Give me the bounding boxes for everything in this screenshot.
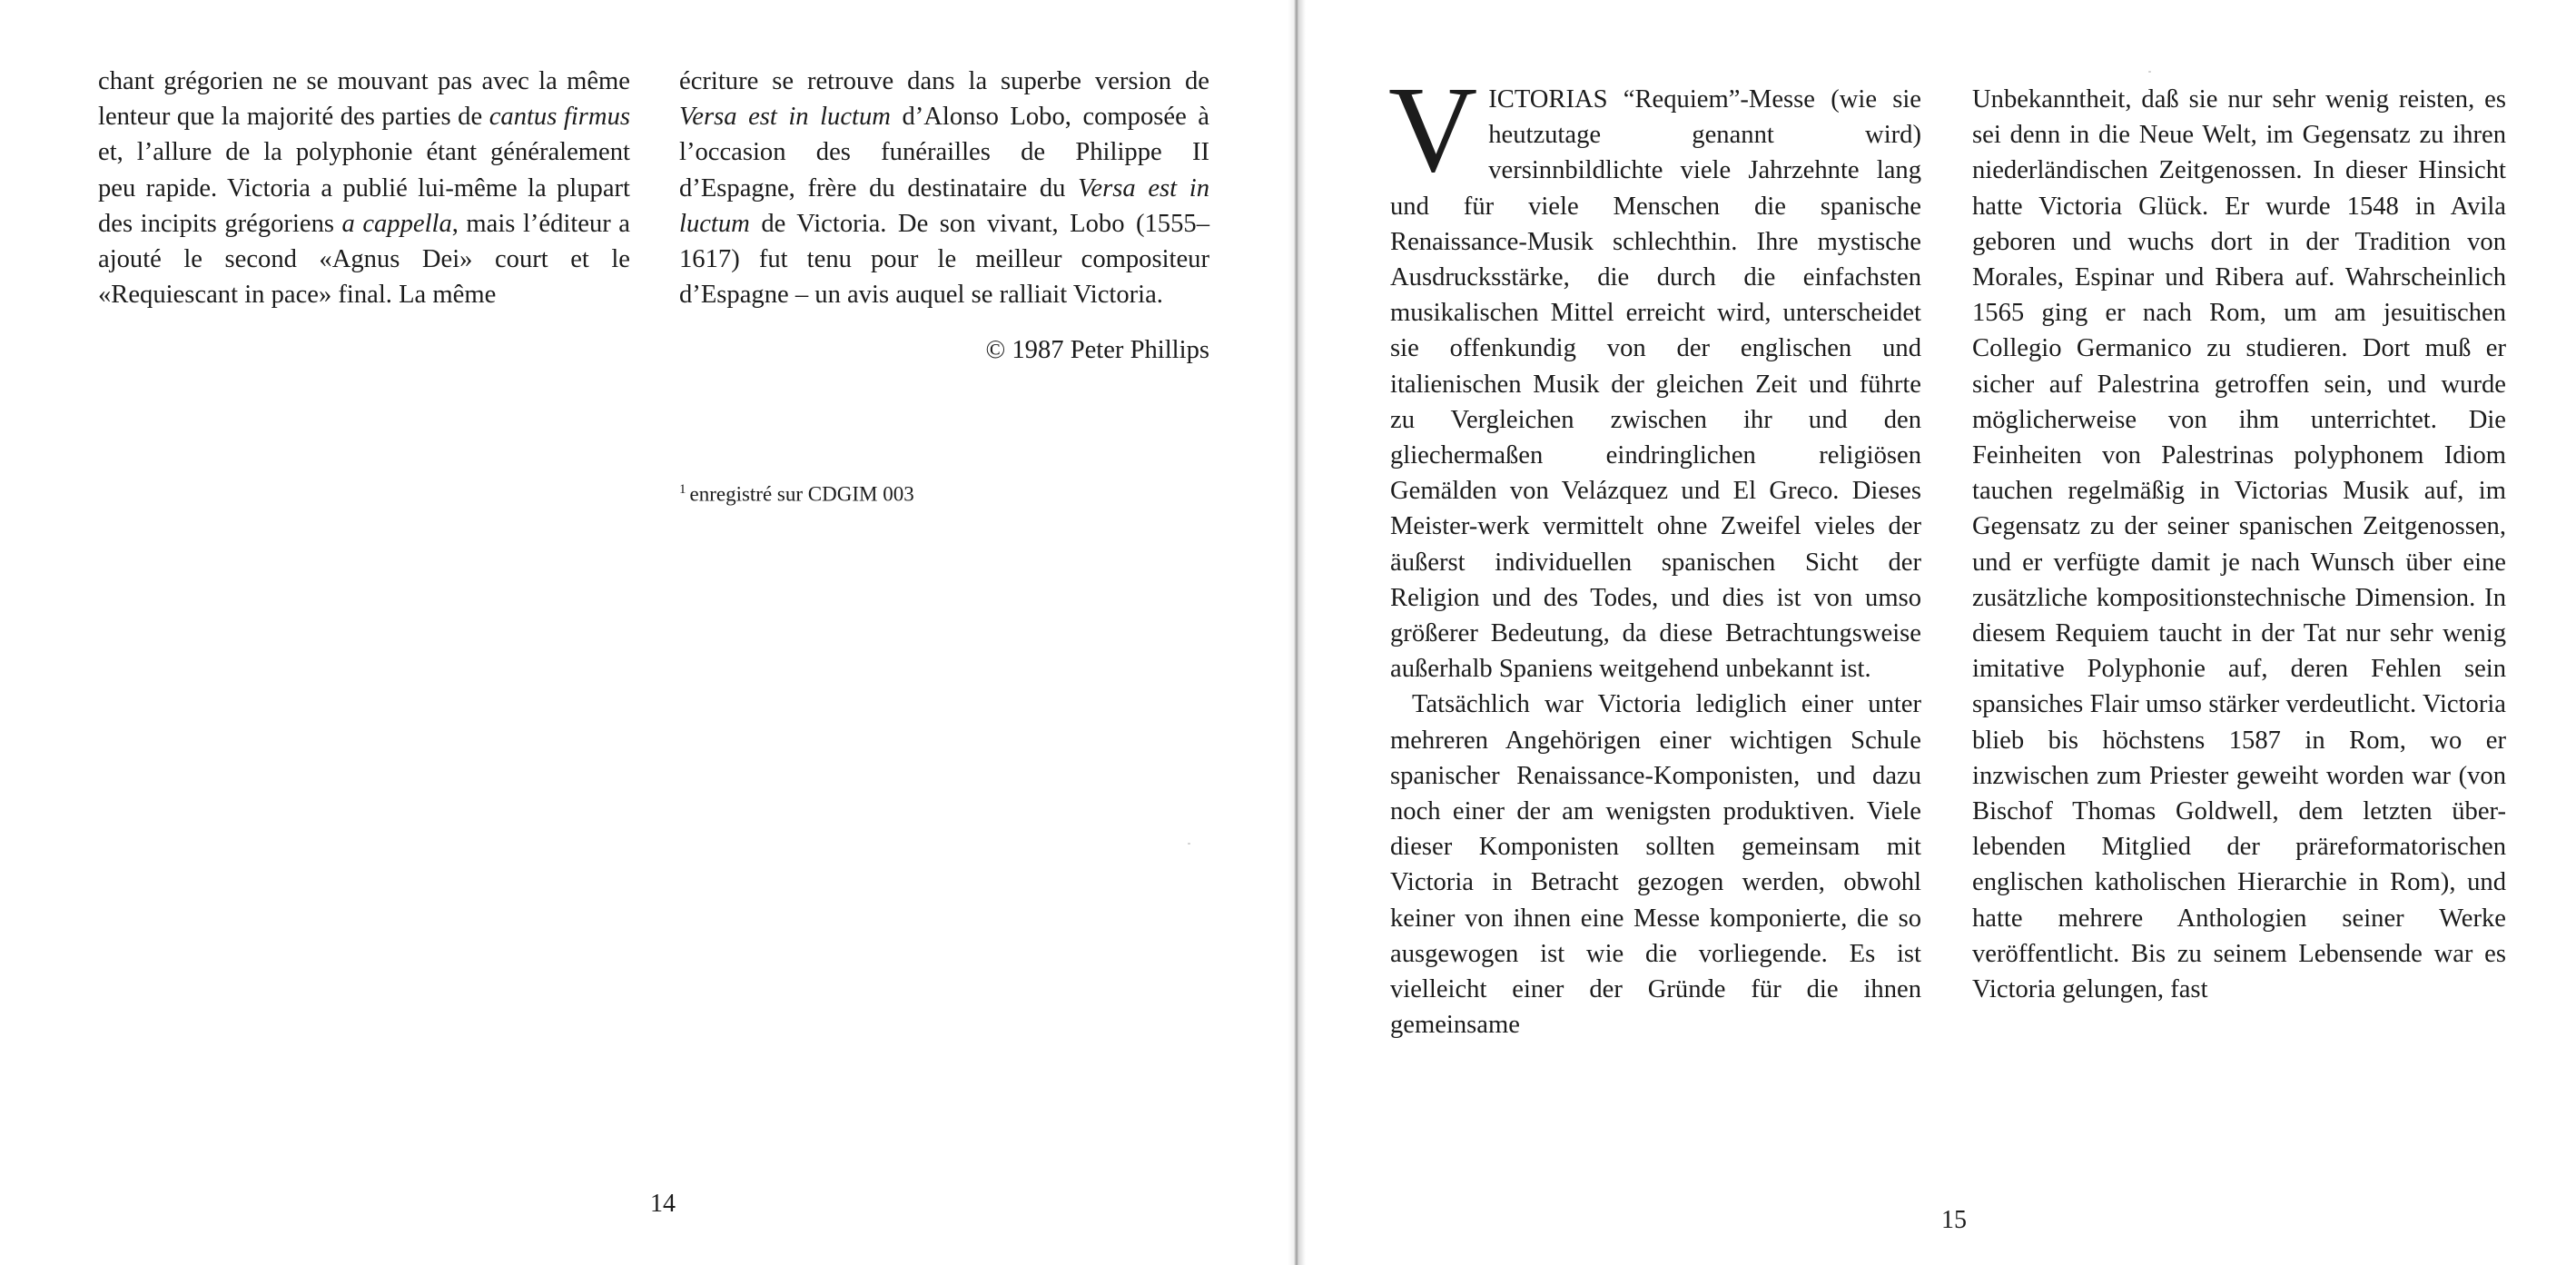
- italic-term-a-cappella: a cappella: [341, 209, 452, 238]
- footnote: [679, 476, 1209, 509]
- text-segment: , mais l’éditeur a ajouté le second «Agnus Dei» court et le «Requiescant in pace» final. La même: [98, 209, 630, 310]
- page-number-right: 15: [1941, 1206, 1967, 1234]
- paper-speck: [1188, 843, 1190, 845]
- page-number-left: 14: [650, 1190, 676, 1218]
- drop-cap: V: [1388, 62, 1478, 198]
- left-page-column-1: [98, 64, 630, 312]
- text-segment: écriture se retrouve dans la superbe version de: [679, 67, 1209, 95]
- footnote-text: enregistré sur CDGIM 003: [689, 482, 914, 506]
- german-paragraph-1: [1388, 62, 1921, 687]
- copyright-credit: © 1987 Peter Phillips: [985, 336, 1209, 365]
- german-paragraph-3: Unbekanntheit, daß sie nur sehr wenig reisten, es sei denn in die Neue Welt, im Gegensatz zu ihren niederländischen Zeitgenossen. In dieser Hinsicht hatte Victoria Glück. Er wurde 1548 in Avila geboren und wuchs dort in der Tradition von Morales, Espinar und Ribera auf. Wahrscheinlich 1565 ging er nach Rom, um am jesuitischen Collegio Germanico zu studieren. Dort muß er sicher auf Palestrina getroffen sein, und wurde möglicherweise von ihm unterrichtet. Die Feinheiten von Palestrinas polyphonem Idiom tauchen regelmäßig in Victorias Musik auf, im Gegensatz zu der seiner spanischen Zeitgenossen, und er verfügte damit je nach Wunsch über eine zusätzliche kompositionstechnische Dimension. In diesem Requiem taucht in der Tat nur sehr wenig imitative Polyphonie auf, deren Fehlen sein spansiches Flair umso stärker verdeutlicht. Victoria blieb bis höchstens 1587 in Rom, wo er inzwischen zum Priester geweiht worden war (von Bischof Thomas Goldwell, dem letzten über-lebenden Mitglied der präreformatorischen englischen katholischen Hierarchie in Rom), und hatte mehrere Anthologien seiner Werke veröffentlicht. Bis zu seinem Lebensende war es Victoria gelungen, fast: [1972, 85, 2506, 1004]
- paper-speck: [2148, 71, 2151, 73]
- italic-title-versa-est-in-luctum: Versa est in luctum: [679, 103, 891, 132]
- text-segment: chant grégorien ne se mouvant pas avec la même lenteur que la majorité des parties de: [98, 67, 630, 132]
- paragraph-text: ICTORIAS “Requiem”-Messe (wie sie heutzutage genannt wird) versinnbildlichte viele Jahrzehnte lang und für viele Menschen die spanische Renaissance-Musik schlechthin. Ihre mystische Ausdrucksstärke, die durch die einfachsten musikalischen Mittel erreicht wird, unterscheidet sie offenkundig von der englischen und italienischen Musik der gleichen Zeit und führte zu Vergleichen zwischen ihr und den gliechermaßen eindringlichen religiösen Gemälden von Velázquez und El Greco. Dieses Meister-werk vermittelt ohne Zweifel vieles der äußerst individuellen spanischen Sicht der Religion und des Todes, und dies ist von umso größerer Bedeutung, da diese Betrachtungsweise außerhalb Spaniens weitgehend unbekannt ist.: [1390, 85, 1921, 684]
- italic-term-cantus-firmus: cantus firmus: [489, 103, 630, 132]
- text-segment: d’Alonso Lobo, composée à l’occasion des funérailles de Philippe II d’Espagne, frère du destinataire du: [679, 103, 1209, 203]
- french-paragraph-2: [679, 64, 1209, 312]
- german-paragraph-2: Tatsächlich war Victoria lediglich einer unter mehreren Angehörigen einer wichtigen Schule spanischer Renaissance-Komponisten, und dazu noch einer der am wenigsten produktiven. Viele dieser Komponisten sollten gemeinsam mit Victoria in Betracht gezogen werden, obwohl keiner von ihnen eine Messe komponierte, die so ausgewogen ist wie die vorliegende. Es ist vielleicht einer der Gründe für die ihnen gemeinsame: [1390, 690, 1921, 1040]
- footnote-mark: 1: [679, 482, 686, 497]
- french-paragraph-1: [98, 64, 630, 312]
- text-segment: et, l’allure de la polyphonie étant généralement peu rapide. Victoria a publié lui-même la plupart des incipits grégoriens: [98, 138, 630, 238]
- book-gutter: [1288, 0, 1306, 1265]
- text-segment: de Victoria. De son vivant, Lobo (1555–1617) fut tenu pour le meilleur compositeur d’Espagne – un avis auquel se ralliait Victoria.: [679, 209, 1209, 310]
- right-page-column-2: [1972, 82, 2506, 1007]
- italic-title-versa-est-in-luctum: Versa est in luctum: [679, 173, 1209, 238]
- left-page-column-2: [679, 64, 1209, 369]
- right-page-column-1: [1388, 62, 1921, 1043]
